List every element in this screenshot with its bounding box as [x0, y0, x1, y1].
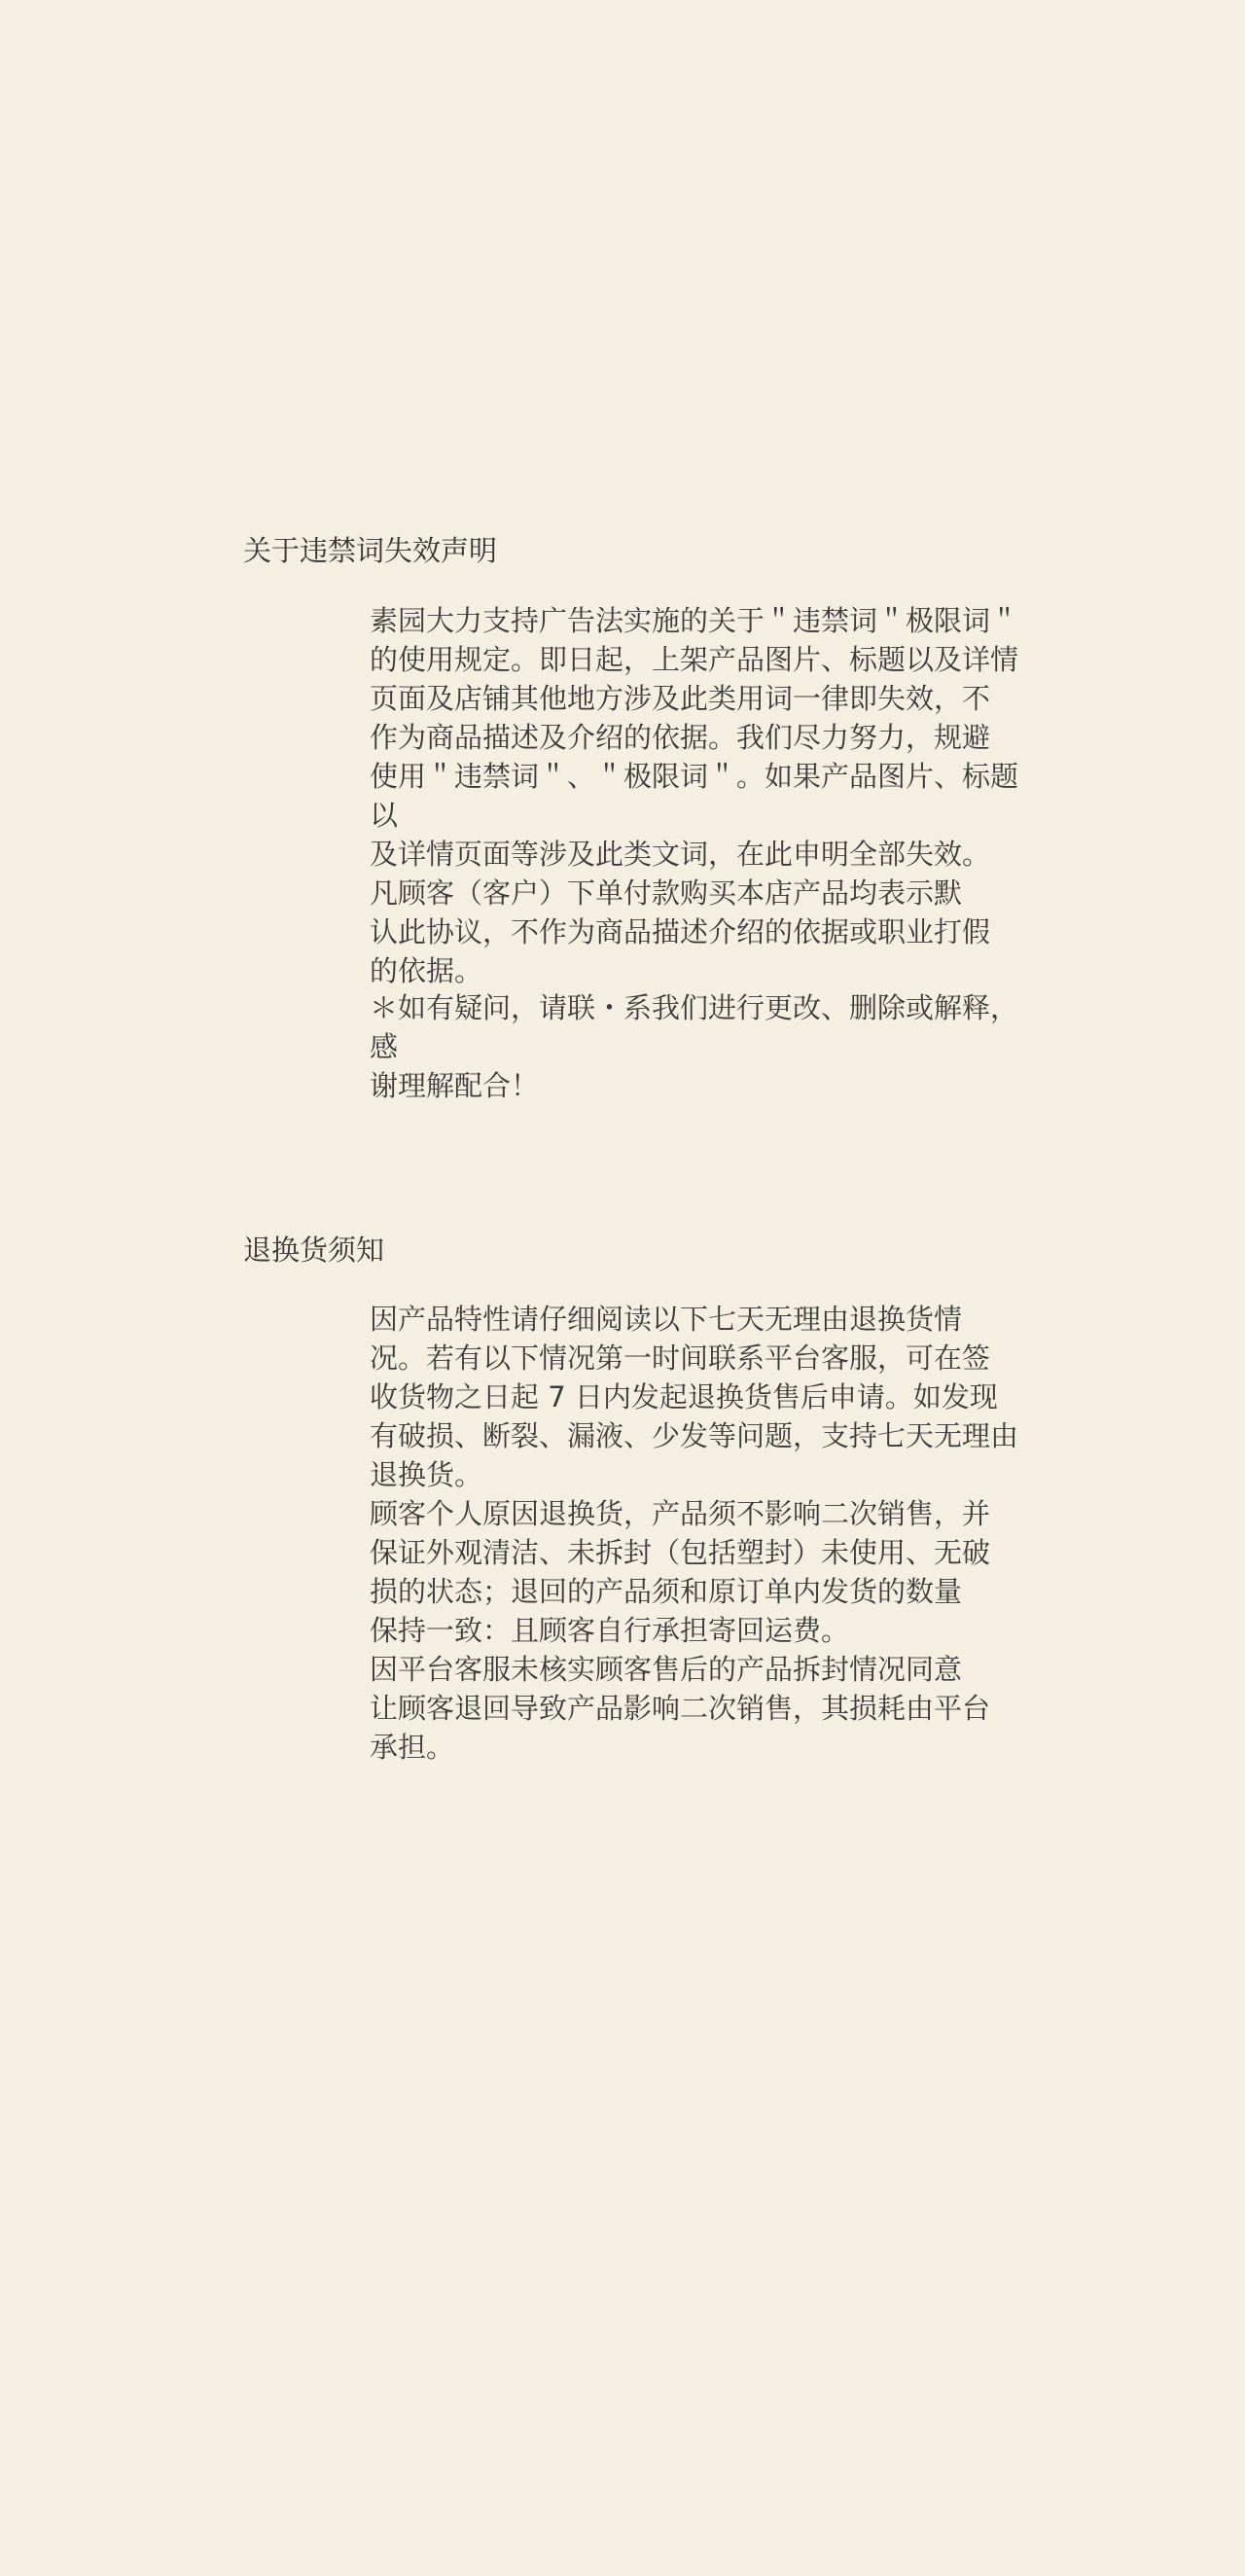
banned-words-statement: [370, 601, 1031, 990]
paragraph: 因产品特性请仔细阅读以下七天无理由退换货情 况。若有以下情况第一时间联系平台客服，可在签 收货物之日起 7 日内发起退换货售后申请。如发现 有破损、断裂、漏液、少发等问题，支持七天无理由 退换货。: [370, 1303, 1019, 1491]
section-title-banned-words: 关于违禁词失效声明: [243, 534, 498, 567]
section-title-return-policy: 退换货须知: [243, 1234, 385, 1267]
paragraph: 素园大力支持广告法实施的关于＂违禁词＂极限词＂ 的使用规定。即日起，上架产品图片、标题以及详情 页面及店铺其他地方涉及此类用词一律即失效，不 作为商品描述及介绍的依据。我们尽力努力，规避 使用＂违禁词＂、＂极限词＂。如果产品图片、标题以 及详情页面等涉及此类文词，在此申明全部失效。 凡顾客（客户）下单付款购买本店产品均表示默 认此协议，不作为商品描述介绍的依据或职业打假 的依据。: [370, 604, 1019, 987]
contact-note: ＊如有疑问，请联・系我们进行更改、删除或解释，感 谢理解配合！: [370, 991, 1019, 1102]
paragraph: 因平台客服未核实顾客售后的产品拆封情况同意 让顾客退回导致产品影响二次销售，其损耗由平台 承担。: [370, 1653, 991, 1764]
return-policy-text: [370, 1300, 1031, 1767]
paragraph: 顾客个人原因退换货，产品须不影响二次销售，并 保证外观清洁、未拆封（包括塑封）未使用、无破 损的状态；退回的产品须和原订单内发货的数量 保持一致：且顾客自行承担寄回运费。: [370, 1497, 991, 1647]
